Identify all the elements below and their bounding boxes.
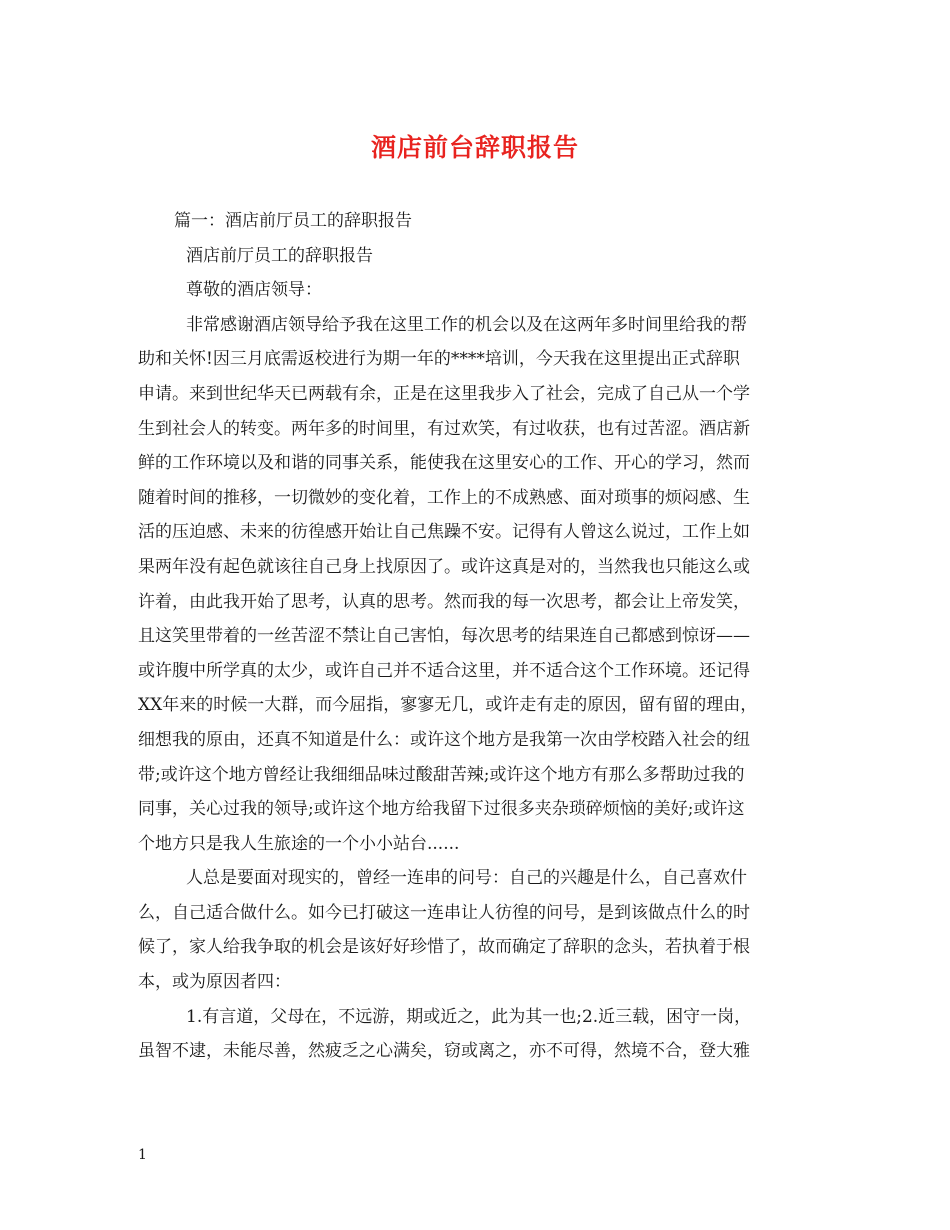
paragraph-line: 带;或许这个地方曾经让我细细品味过酸甜苦辣;或许这个地方有那么多帮助过我的 <box>138 764 745 785</box>
paragraph-line: 1.有言道，父母在，不远游，期或近之，此为其一也;2.近三载，困守一岗， <box>186 1006 752 1027</box>
paragraph-line: 非常感谢酒店领导给予我在这里工作的机会以及在这两年多时间里给我的帮 <box>186 314 747 335</box>
paragraph-line: 或许腹中所学真的太少，或许自己并不适合这里，并不适合这个工作环境。还记得 <box>138 660 750 681</box>
paragraph-line: 本，或为原因者四： <box>138 972 291 993</box>
page-number: 1 <box>138 1147 147 1163</box>
salutation: 尊敬的酒店领导： <box>186 280 322 301</box>
paragraph-line: XX年来的时候一大群，而今屈指，寥寥无几，或许走有走的原因，留有留的理由， <box>138 695 758 716</box>
paragraph-line: 生到社会人的转变。两年多的时间里，有过欢笑，有过收获，也有过苦涩。酒店新 <box>138 418 750 439</box>
paragraph-line: 细想我的原由，还真不知道是什么：或许这个地方是我第一次由学校踏入社会的纽 <box>138 729 750 750</box>
paragraph-line: 助和关怀!因三月底需返校进行为期一年的****培训，今天我在这里提出正式辞职 <box>138 349 740 370</box>
paragraph-line: 么，自己适合做什么。如今已打破这一连串让人彷徨的问号，是到该做点什么的时 <box>138 902 750 923</box>
paragraph-line: 虽智不逮，未能尽善，然疲乏之心满矣，窃或离之，亦不可得，然境不合，登大雅 <box>138 1041 750 1062</box>
document-body <box>138 204 834 1069</box>
paragraph-line: 个地方只是我人生旅途的一个小小站台...... <box>138 833 460 854</box>
letter-title: 酒店前厅员工的辞职报告 <box>186 245 373 266</box>
paragraph-line: 申请。来到世纪华天已两载有余，正是在这里我步入了社会，完成了自己从一个学 <box>138 383 750 404</box>
paragraph-line: 果两年没有起色就该往自己身上找原因了。或许这真是对的，当然我也只能这么或 <box>138 556 750 577</box>
paragraph-line: 且这笑里带着的一丝苦涩不禁让自己害怕，每次思考的结果连自己都感到惊讶—— <box>138 626 750 647</box>
section-heading: 篇一：酒店前厅员工的辞职报告 <box>174 211 412 231</box>
paragraph-line: 活的压迫感、未来的彷徨感开始让自己焦躁不安。记得有人曾这么说过，工作上如 <box>138 522 750 543</box>
paragraph-line: 候了，家人给我争取的机会是该好好珍惜了，故而确定了辞职的念头，若执着于根 <box>138 937 750 958</box>
paragraph-line: 许着，由此我开始了思考，认真的思考。然而我的每一次思考，都会让上帝发笑， <box>138 591 750 612</box>
paragraph-line: 随着时间的推移，一切微妙的变化着，工作上的不成熟感、面对琐事的烦闷感、生 <box>138 487 750 508</box>
paragraph-line: 鲜的工作环境以及和谐的同事关系，能使我在这里安心的工作、开心的学习，然而 <box>138 453 750 474</box>
paragraph-line: 同事，关心过我的领导;或许这个地方给我留下过很多夹杂琐碎烦恼的美好;或许这 <box>138 799 745 820</box>
document-title: 酒店前台辞职报告 <box>370 133 579 162</box>
paragraph-line: 人总是要面对现实的，曾经一连串的问号：自己的兴趣是什么，自己喜欢什 <box>186 868 747 889</box>
